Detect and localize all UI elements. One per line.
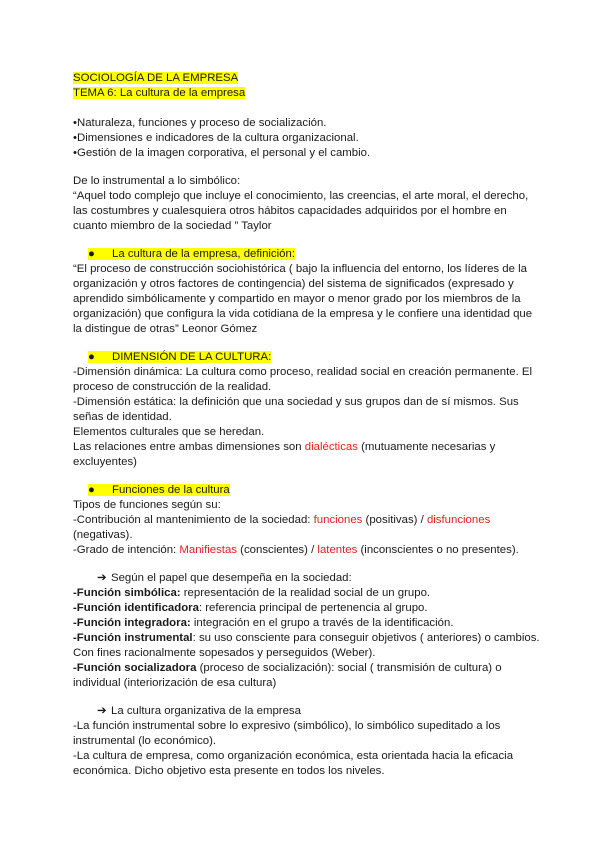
topic-item: •Naturaleza, funciones y proceso de socialización. [73, 117, 327, 129]
function-item: -Función integradora: integración en el grupo a través de la identificación. [73, 617, 454, 629]
bullet-icon: ● [88, 351, 95, 363]
paragraph-line: (negativas). [73, 529, 133, 541]
bullet-icon: ● [88, 248, 95, 260]
section-heading-definicion: ● La cultura de la empresa, definición: [88, 248, 295, 260]
paragraph-line: excluyentes) [73, 456, 137, 468]
paragraph-line: Elementos culturales que se heredan. [73, 426, 265, 438]
paragraph-line: señas de identidad. [73, 411, 172, 423]
paragraph-line: instrumental (lo económico). [73, 735, 217, 747]
section-heading-dimension: ● DIMENSIÓN DE LA CULTURA: [88, 351, 272, 363]
highlight-term: latentes [317, 544, 358, 556]
function-item: -Función socializadora (proceso de socialización): social ( transmisión de cultura) o [73, 662, 502, 674]
paragraph-line: -Grado de intención: Manifiestas (conscientes) / latentes (inconscientes o no presentes). [73, 544, 519, 556]
paragraph-line: individual (interiorización de esa cultura) [73, 677, 277, 689]
function-item: -Función identificadora: referencia principal de pertenencia al grupo. [73, 602, 428, 614]
intro-quote-line: las costumbres y cualesquiera otros hábitos capacidades adquiridos por el hombre en [73, 205, 507, 217]
highlight-term: Manifiestas [179, 544, 238, 556]
paragraph-line: -Dimensión estática: la definición que una sociedad y sus grupos dan de sí mismos. Sus [73, 396, 519, 408]
paragraph-line: -Dimensión dinámica: La cultura como proceso, realidad social en creación permanente. El [73, 366, 533, 378]
paragraph-line: económica. Dicho objetivo esta presente en todos los niveles. [73, 765, 385, 777]
paragraph-line: Las relaciones entre ambas dimensiones son dialécticas (mutuamente necesarias y [73, 441, 496, 453]
function-item: -Función simbólica: representación de la realidad social de un grupo. [73, 587, 431, 599]
doc-subtitle: TEMA 6: La cultura de la empresa [73, 87, 246, 99]
paragraph-line: “El proceso de construcción sociohistórica ( bajo la influencia del entorno, los líderes de la [73, 263, 527, 275]
intro-heading: De lo instrumental a lo simbólico: [73, 175, 241, 187]
paragraph-line: Tipos de funciones según su: [73, 499, 221, 511]
paragraph-line: proceso de construcción de la realidad. [73, 381, 272, 393]
paragraph-line: Con fines racionalmente sopesados y perseguidos (Weber). [73, 647, 376, 659]
highlight-term: disfunciones [426, 514, 491, 526]
paragraph-line: aprendido simbólicamente y compartido en mayor o menor grado por los miembros de la [73, 293, 521, 305]
subheading-papel: ➔ Según el papel que desempeña en la sociedad: [97, 572, 352, 584]
highlight-term: dialécticas [304, 441, 358, 453]
paragraph-line: organización) que configura la vida cotidiana de la empresa y le confiere una identidad que [73, 308, 533, 320]
paragraph-line: -La función instrumental sobre lo expresivo (simbólico), lo simbólico supeditado a los [73, 720, 501, 732]
topic-item: •Dimensiones e indicadores de la cultura organizacional. [73, 132, 359, 144]
topic-item: •Gestión de la imagen corporativa, el personal y el cambio. [73, 147, 371, 159]
arrow-right-icon: ➔ [97, 572, 107, 584]
highlight-term: funciones [313, 514, 363, 526]
doc-title: SOCIOLOGÍA DE LA EMPRESA [73, 72, 239, 84]
paragraph-line: la distingue de otras” Leonor Gómez [73, 323, 258, 335]
section-heading-funciones: ● Funciones de la cultura [88, 484, 230, 496]
arrow-right-icon: ➔ [97, 705, 107, 717]
intro-quote-line: cuanto miembro de la sociedad ” Taylor [73, 220, 272, 232]
bullet-icon: ● [88, 484, 95, 496]
intro-quote-line: “Aquel todo complejo que incluye el conocimiento, las creencias, el arte moral, el derecho, [73, 190, 529, 202]
function-item: -Función instrumental: su uso consciente para conseguir objetivos ( anteriores) o cambios. [73, 632, 540, 644]
paragraph-line: organización y otros factores de contingencia) del sistema de significados (expresado y [73, 278, 514, 290]
subheading-cultura-organizativa: ➔ La cultura organizativa de la empresa [97, 705, 301, 717]
paragraph-line: -La cultura de empresa, como organización económica, esta orientada hacia la eficacia [73, 750, 514, 762]
paragraph-line: -Contribución al mantenimiento de la sociedad: funciones (positivas) / disfunciones [73, 514, 491, 526]
